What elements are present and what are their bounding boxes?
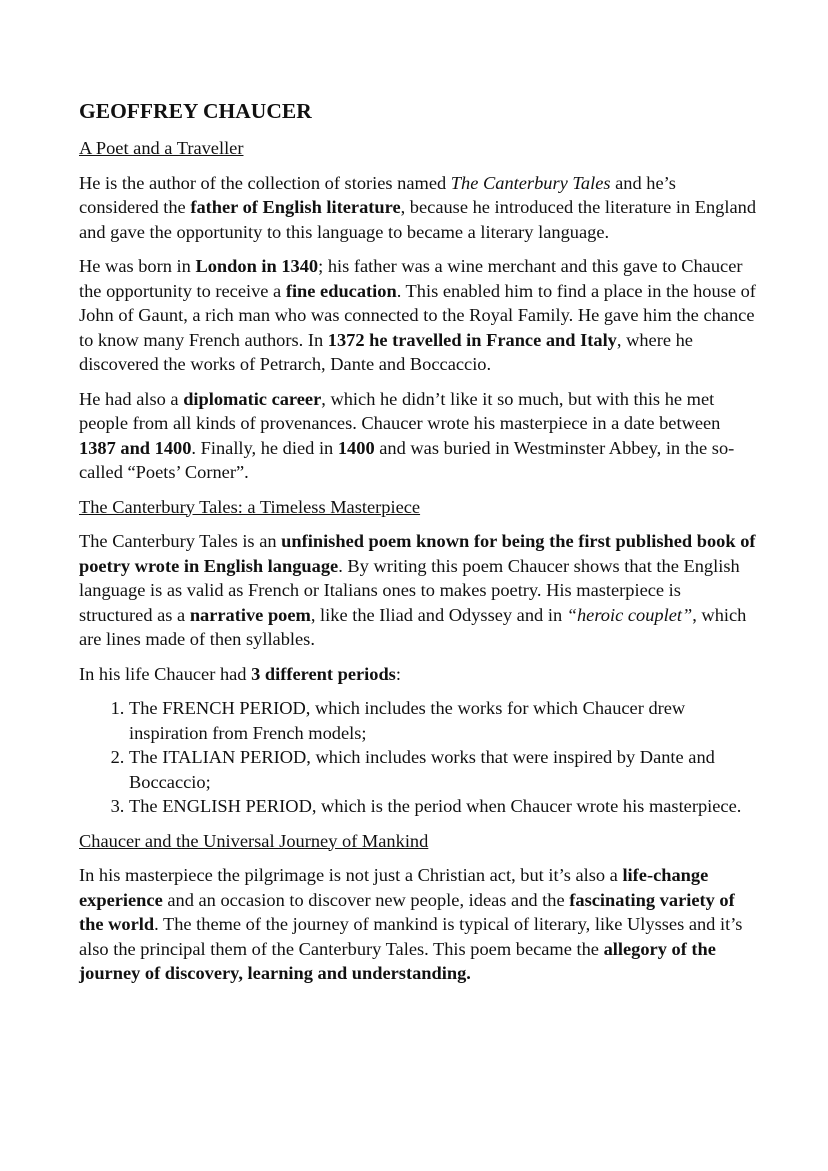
bold-text: 1400 [337, 437, 375, 458]
text-run: He is the author of the collection of stories named [79, 172, 451, 193]
bold-text: 3 different periods [251, 663, 396, 684]
section-heading-canterbury-tales: The Canterbury Tales: a Timeless Masterpiece [79, 496, 421, 517]
bold-text: 1372 he travelled in France and Italy [327, 329, 617, 350]
periods-list [79, 696, 758, 819]
text-run: , where he discovered the works of Petrarch, Dante and Boccaccio. [79, 329, 693, 374]
bold-text: life-change experience [79, 865, 709, 910]
paragraph-journey [79, 863, 758, 986]
text-run: and he’s considered the [79, 172, 676, 217]
text-run: In his masterpiece the pilgrimage is not just a Christian act, but it’s also a [79, 865, 623, 885]
section-heading-poet-traveller: A Poet and a Traveller [79, 138, 244, 158]
paragraph-career-death [79, 387, 758, 485]
text-run: and was buried in Westminster Abbey, in the so-called “Poets’ Corner”. [79, 437, 735, 482]
list-item: 2. The ITALIAN PERIOD, which includes works that were inspired by Dante and Boccaccio; [129, 745, 758, 794]
bold-text: father of English literature [190, 197, 401, 217]
paragraph-canterbury-description [79, 529, 758, 652]
bold-text: fine education [285, 280, 397, 301]
section-heading-journey: Chaucer and the Universal Journey of Mankind [79, 830, 429, 851]
text-run: . The theme of the journey of mankind is typical of literary, like Ulysses and it’s also the principal them of the Canterbury Tales. This poem became the [79, 914, 743, 959]
text-run: and an occasion to discover new people, ideas and the [162, 889, 570, 910]
bold-text: 1387 and 1400 [79, 437, 192, 458]
text-run: . By writing this poem Chaucer shows that the English language is as valid as French or Italians ones to makes poetry. His masterpiece is structured as a [79, 555, 740, 625]
bold-text: fascinating variety of the world [79, 889, 735, 934]
bold-text: unfinished poem known for being the first published book of poetry wrote in English language [79, 531, 756, 576]
text-run: , like the Iliad and Odyssey and in [310, 604, 567, 625]
text-run: He had also a [79, 388, 184, 409]
text-run: , because he introduced the literature in England and gave the opportunity to this language to became a literary language. [79, 197, 757, 242]
bold-text: narrative poem [189, 604, 311, 625]
paragraph-author-intro [79, 171, 758, 245]
text-run: ; his father was a wine merchant and this gave to Chaucer the opportunity to receive a [79, 256, 743, 301]
paragraph-periods-intro [79, 662, 758, 687]
italic-text: The Canterbury Tales [450, 172, 611, 193]
italic-text: “heroic couplet” [566, 604, 693, 625]
page-title: GEOFFREY CHAUCER [79, 99, 312, 123]
bold-text: diplomatic career [183, 388, 322, 409]
text-run: , which he didn’t like it so much, but with this he met people from all kinds of provenances. Chaucer wrote his masterpiece in a date between [79, 388, 721, 433]
text-run: In his life Chaucer had [79, 663, 252, 684]
text-run: He was born in [79, 256, 196, 276]
text-run: : [395, 663, 401, 684]
text-run: . This enabled him to find a place in the house of John of Gaunt, a rich man who was connected to the Royal Family. He gave him the chance to know many French authors. In [79, 280, 756, 350]
list-item: 3. The ENGLISH PERIOD, which is the period when Chaucer wrote his masterpiece. [129, 794, 758, 819]
list-item: 1. The FRENCH PERIOD, which includes the works for which Chaucer drew inspiration from French models; [129, 696, 758, 745]
paragraph-birth-education [79, 254, 758, 377]
text-run: The Canterbury Tales is an [79, 531, 282, 551]
bold-text: allegory of the journey of discovery, learning and understanding. [79, 938, 716, 983]
text-run: . Finally, he died in [191, 437, 338, 458]
bold-text: London in 1340 [195, 256, 319, 276]
text-run: , which are lines made of then syllables. [79, 604, 747, 649]
